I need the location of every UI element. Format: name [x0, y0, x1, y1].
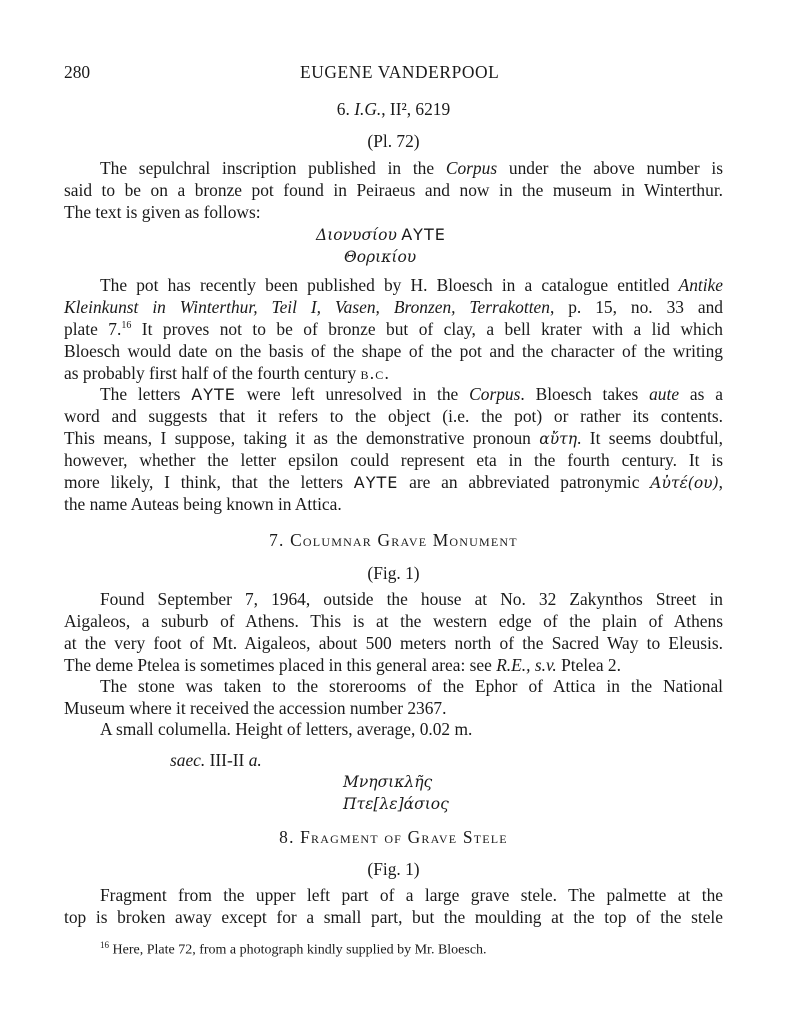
- s6-p2-line4: Bloesch would date on the basis of the shape of the pot and the character of the writing: [64, 341, 723, 361]
- section-6-plate-ref: (Pl. 72): [367, 131, 420, 151]
- inscription-6-line2: Θορικίου: [344, 248, 417, 266]
- section-8-fig-ref: (Fig. 1): [367, 859, 420, 879]
- footnote-16: $^{16}$ Here, Plate 72, from a photograph kindly supplied by Mr. Bloesch.: [100, 940, 487, 958]
- s7-p3: A small columella. Height of letters, average, 0.02 m.: [100, 719, 473, 739]
- s8-p1-line2: top is broken away except for a small part, but the moulding at the top of the stele: [64, 907, 723, 927]
- s6-p3-line3: This means, I suppose, taking it as the demonstrative pronoun αὔτη. It seems doubtful,: [64, 428, 723, 448]
- inscription-7-line2: Πτε[λε]άσιος: [343, 795, 449, 813]
- s7-p1-line3: at the very foot of Mt. Aigaleos, about 500 meters north of the Sacred Way to Eleusis.: [64, 633, 723, 653]
- s8-p1-line1: Fragment from the upper left part of a large grave stele. The palmette at the: [100, 885, 723, 905]
- page-number: 280: [64, 62, 91, 82]
- s6-p3-line2: word and suggests that it refers to the object (i.e. the pot) or rather its contents.: [64, 406, 723, 426]
- s6-p2-line1: The pot has recently been published by H. Bloesch in a catalogue entitled Antike: [100, 275, 723, 295]
- s6-p3-line6: the name Auteas being known in Attica.: [64, 494, 342, 514]
- section-7-fig-ref: (Fig. 1): [367, 563, 420, 583]
- s6-p1-line3: The text is given as follows:: [64, 202, 261, 222]
- s6-p2-line3: plate 7.16 It proves not to be of bronze but of clay, a bell krater with a lid which: [64, 319, 723, 339]
- s7-p1-line4: The deme Ptelea is sometimes placed in this general area: see R.E., s.v. Ptelea 2.: [64, 655, 621, 675]
- inscription-7-date: saec. III-II a.: [170, 750, 262, 770]
- s6-p2-line2: Kleinkunst in Winterthur, Teil I, Vasen, Bronzen, Terrakotten, p. 15, no. 33 and: [64, 297, 724, 317]
- s6-p1-line2: said to be on a bronze pot found in Peiraeus and now in the museum in Winterthur.: [64, 180, 723, 200]
- section-7-heading: 7. Columnar Grave Monument: [269, 530, 518, 550]
- s6-p3-line4: however, whether the letter epsilon could represent eta in the fourth century. It is: [64, 450, 723, 470]
- inscription-6-line1: Διονυσίου ΑΥΤΕ: [316, 225, 446, 244]
- inscription-7-line1: Μνησικλῆς: [343, 773, 433, 791]
- s7-p1-line1: Found September 7, 1964, outside the house at No. 32 Zakynthos Street in: [100, 589, 723, 609]
- s7-p2-line1: The stone was taken to the storerooms of the Ephor of Attica in the National: [100, 676, 723, 696]
- s6-p3-line1: The letters ΑΥΤΕ were left unresolved in the Corpus. Bloesch takes aute as a: [100, 384, 724, 404]
- s6-p1-line1: The sepulchral inscription published in the Corpus under the above number is: [100, 158, 724, 178]
- footnote-ref-16: 16: [121, 320, 132, 332]
- s6-p3-line5: more likely, I think, that the letters ΑΥΤΕ are an abbreviated patronymic Αὐτέ(ου),: [64, 472, 723, 492]
- s7-p1-line2: Aigaleos, a suburb of Athens. This is at the western edge of the plain of Athens: [64, 611, 723, 631]
- s6-p2-line5: as probably first half of the fourth century b.c.: [64, 363, 391, 383]
- s7-p2-line2: Museum where it received the accession number 2367.: [64, 698, 447, 718]
- section-8-heading: 8. Fragment of Grave Stele: [279, 827, 508, 847]
- section-6-heading: 6. I.G., II², 6219: [336, 99, 451, 119]
- running-title: EUGENE VANDERPOOL: [300, 62, 500, 82]
